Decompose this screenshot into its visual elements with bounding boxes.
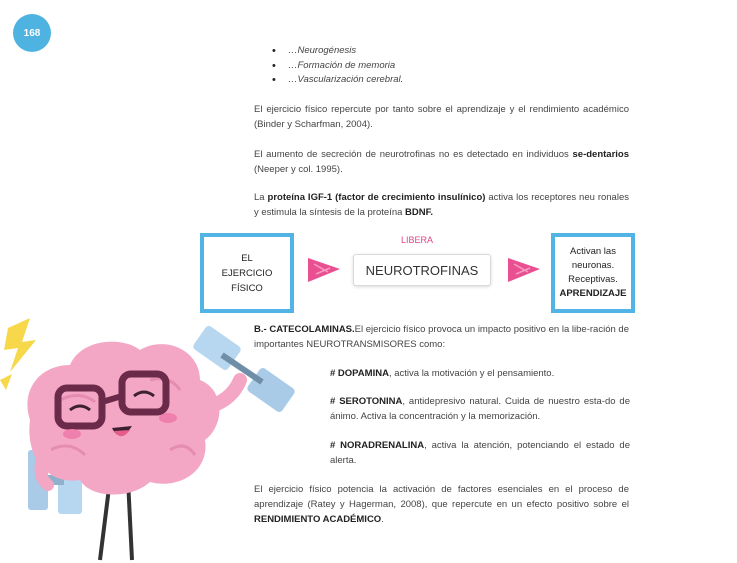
paragraph-2: El aumento de secreción de neurotrofinas no es detectado en individuos se-dentarios (Neeper y col. 1995). — [254, 149, 629, 175]
list-item: • …Neurogénesis — [272, 44, 403, 59]
benefits-list — [272, 44, 403, 88]
list-item: • …Formación de memoria — [272, 59, 403, 74]
paragraph-1: El ejercicio físico repercute por tanto sobre el aprendizaje y el rendimiento académico (Binder y Scharfman, 2004). — [254, 104, 629, 130]
libera-label: LIBERA — [401, 235, 434, 245]
serotonina-item: # SEROTONINA, antidepresivo natural. Cuida de nuestro esta-do de ánimo. Activa la concentración y la memorización. — [330, 396, 630, 422]
dopamina-item: # DOPAMINA, activa la motivación y el pensamiento. — [330, 368, 555, 379]
list-item: • …Vascularización cerebral. — [272, 73, 403, 88]
exercise-box: EL EJERCICIO FÍSICO — [200, 233, 294, 313]
page-number-badge: 168 — [13, 14, 51, 52]
arrow-right-icon — [306, 254, 342, 284]
paragraph-3: La proteína IGF-1 (factor de crecimiento insulínico) activa los receptores neu ronales y estimula la síntesis de la proteína BDNF. — [254, 192, 629, 218]
result-box: Activan las neuronas. Receptivas. APRENDIZAJE — [551, 233, 635, 313]
arrow-right-icon — [506, 254, 542, 284]
noradrenalina-item: # NORADRENALINA, activa la atención, potenciando el estado de alerta. — [330, 440, 630, 466]
lightning-icon — [4, 318, 36, 372]
neurotrofinas-box: NEUROTROFINAS — [353, 254, 491, 286]
section-b: B.- CATECOLAMINAS.El ejercicio físico provoca un impacto positivo en la libe-ración de importantes NEUROTRANSMISORES como: — [254, 324, 629, 350]
closing-paragraph: El ejercicio físico potencia la activación de factores esenciales en el proceso de aprendizaje (Ratey y Hagerman, 2008), que repercute en un efecto positivo sobre el RENDIMIENTO ACADÉMICO. — [254, 484, 629, 525]
